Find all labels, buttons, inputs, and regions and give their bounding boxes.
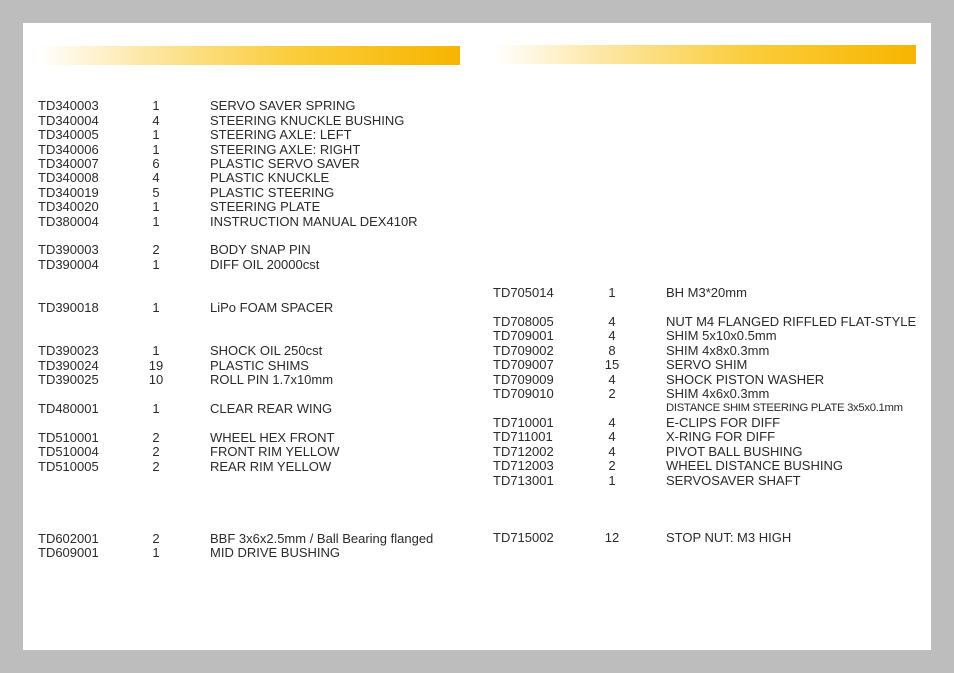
part-quantity: 1: [608, 285, 616, 300]
part-description: SHOCK PISTON WASHER: [666, 372, 825, 387]
part-quantity: 5: [152, 185, 160, 200]
part-description: BODY SNAP PIN: [210, 242, 311, 257]
part-description: WHEEL HEX FRONT: [210, 430, 335, 445]
part-quantity: 4: [608, 444, 616, 459]
part-code: TD340007: [38, 156, 99, 171]
part-code: TD709002: [493, 343, 554, 358]
part-description: BH M3*20mm: [666, 285, 747, 300]
part-code: TD340008: [38, 170, 99, 185]
part-code: TD390024: [38, 358, 99, 373]
part-quantity: 4: [608, 372, 616, 387]
part-code: TD390003: [38, 242, 99, 257]
part-description: E-CLIPS FOR DIFF: [666, 415, 781, 430]
part-description: PLASTIC STEERING: [210, 185, 335, 200]
part-quantity: 4: [608, 415, 616, 430]
part-quantity: 2: [608, 458, 616, 473]
part-quantity: 1: [152, 199, 160, 214]
part-description: INSTRUCTION MANUAL DEX410R: [210, 214, 418, 229]
part-description: SHIM 5x10x0.5mm: [666, 328, 777, 343]
part-code: TD390004: [38, 257, 99, 272]
part-quantity: 15: [604, 357, 620, 372]
part-code: TD602001: [38, 531, 99, 546]
part-description: X-RING FOR DIFF: [666, 429, 776, 444]
part-quantity: 6: [152, 156, 160, 171]
part-code: TD340005: [38, 127, 99, 142]
part-quantity: 1: [152, 300, 160, 315]
part-quantity: 2: [152, 531, 160, 546]
part-description: MID DRIVE BUSHING: [210, 545, 341, 560]
part-code: TD713001: [493, 473, 554, 488]
part-description: STEERING PLATE: [210, 199, 321, 214]
part-quantity: 10: [148, 372, 164, 387]
part-quantity: 2: [152, 444, 160, 459]
part-code: TD510005: [38, 459, 99, 474]
part-description: PLASTIC SERVO SAVER: [210, 156, 360, 171]
part-code: TD708005: [493, 314, 554, 329]
part-quantity: 1: [152, 545, 160, 560]
part-code: TD340006: [38, 142, 99, 157]
part-quantity: 4: [152, 113, 160, 128]
part-quantity: 1: [152, 343, 160, 358]
part-quantity: 4: [152, 170, 160, 185]
part-description: DIFF OIL 20000cst: [210, 257, 320, 272]
part-code: TD510004: [38, 444, 99, 459]
part-code: TD480001: [38, 401, 99, 416]
header-bar-left: [38, 46, 460, 65]
part-quantity: 1: [152, 142, 160, 157]
part-code: TD709001: [493, 328, 554, 343]
part-description: PLASTIC SHIMS: [210, 358, 309, 373]
part-quantity: 2: [152, 430, 160, 445]
part-code: TD390018: [38, 300, 99, 315]
part-code: TD609001: [38, 545, 99, 560]
part-code: TD709010: [493, 386, 554, 401]
part-description: LiPo FOAM SPACER: [210, 300, 334, 315]
part-quantity: 1: [152, 214, 160, 229]
part-quantity: 19: [148, 358, 164, 373]
part-quantity: 1: [152, 98, 160, 113]
part-quantity: 1: [152, 401, 160, 416]
part-quantity: 2: [152, 459, 160, 474]
part-description: SHOCK OIL 250cst: [210, 343, 323, 358]
part-quantity: 1: [152, 257, 160, 272]
part-description: ROLL PIN 1.7x10mm: [210, 372, 334, 387]
part-description: STEERING AXLE: LEFT: [210, 127, 352, 142]
part-description: SHIM 4x8x0.3mm: [666, 343, 770, 358]
part-description: FRONT RIM YELLOW: [210, 444, 340, 459]
part-quantity: 1: [152, 127, 160, 142]
part-description: STEERING AXLE: RIGHT: [210, 142, 361, 157]
part-quantity: 12: [604, 530, 620, 545]
part-description: SERVO SAVER SPRING: [210, 98, 356, 113]
header-bar-right: [494, 45, 916, 64]
part-description: STEERING KNUCKLE BUSHING: [210, 113, 405, 128]
part-code: TD340004: [38, 113, 99, 128]
part-code: TD710001: [493, 415, 554, 430]
part-quantity: 4: [608, 328, 616, 343]
part-description: REAR RIM YELLOW: [210, 459, 332, 474]
part-code: TD709007: [493, 357, 554, 372]
part-description: NUT M4 FLANGED RIFFLED FLAT-STYLE: [666, 314, 917, 329]
part-description: SERVOSAVER SHAFT: [666, 473, 801, 488]
part-code: TD709009: [493, 372, 554, 387]
part-description: PLASTIC KNUCKLE: [210, 170, 330, 185]
part-description: DISTANCE SHIM STEERING PLATE 3x5x0.1mm: [666, 402, 903, 414]
part-code: TD705014: [493, 285, 554, 300]
part-code: TD715002: [493, 530, 554, 545]
part-code: TD340019: [38, 185, 99, 200]
part-quantity: 2: [608, 386, 616, 401]
part-code: TD390023: [38, 343, 99, 358]
part-description: CLEAR REAR WING: [210, 401, 333, 416]
part-code: TD380004: [38, 214, 99, 229]
part-quantity: 4: [608, 314, 616, 329]
part-code: TD340020: [38, 199, 99, 214]
part-description: SERVO SHIM: [666, 357, 748, 372]
part-code: TD711001: [493, 429, 553, 444]
part-description: WHEEL DISTANCE BUSHING: [666, 458, 843, 473]
part-description: STOP NUT: M3 HIGH: [666, 530, 792, 545]
part-quantity: 2: [152, 242, 160, 257]
part-code: TD712003: [493, 458, 554, 473]
part-quantity: 1: [608, 473, 616, 488]
part-description: PIVOT BALL BUSHING: [666, 444, 803, 459]
part-description: SHIM 4x6x0.3mm: [666, 386, 770, 401]
part-quantity: 8: [608, 343, 616, 358]
part-description: BBF 3x6x2.5mm / Ball Bearing flanged: [210, 531, 434, 546]
part-quantity: 4: [608, 429, 616, 444]
part-code: TD510001: [38, 430, 99, 445]
part-code: TD712002: [493, 444, 554, 459]
part-code: TD340003: [38, 98, 99, 113]
part-code: TD390025: [38, 372, 99, 387]
